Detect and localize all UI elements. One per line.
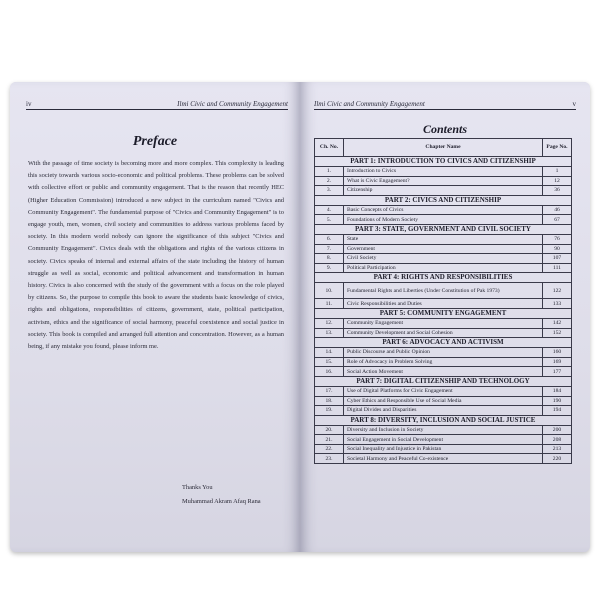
part-heading: PART 6: ADVOCACY AND ACTIVISM	[315, 338, 572, 348]
chapter-row	[315, 263, 572, 273]
chapter-row	[315, 444, 572, 454]
chapter-number: 14.	[315, 348, 344, 358]
chapter-page: 107	[543, 254, 572, 264]
chapter-number: 16.	[315, 367, 344, 377]
left-page	[10, 82, 300, 552]
col-chapter-number: Ch. No.	[315, 139, 344, 157]
part-heading-row	[315, 195, 572, 205]
chapter-name: Community Engagement	[344, 318, 543, 328]
col-page-number: Page No.	[543, 139, 572, 157]
chapter-number: 11.	[315, 299, 344, 309]
chapter-name: Cyber Ethics and Responsible Use of Social Media	[344, 396, 543, 406]
chapter-page: 152	[543, 328, 572, 338]
chapter-page: 190	[543, 396, 572, 406]
left-page-header	[26, 100, 288, 110]
right-header-title: Ilmi Civic and Community Engagement	[314, 100, 425, 108]
part-heading-row	[315, 157, 572, 167]
left-header-title: Ilmi Civic and Community Engagement	[177, 100, 288, 108]
chapter-name: Social Action Movement	[344, 367, 543, 377]
chapter-name: Basic Concepts of Civics	[344, 205, 543, 215]
part-heading: PART 4: RIGHTS AND RESPONSIBILITIES	[315, 273, 572, 283]
chapter-name: Community Development and Social Cohesion	[344, 328, 543, 338]
chapter-page: 142	[543, 318, 572, 328]
part-heading: PART 3: STATE, GOVERNMENT AND CIVIL SOCIETY	[315, 224, 572, 234]
chapter-row	[315, 299, 572, 309]
chapter-page: 12	[543, 176, 572, 186]
chapter-row	[315, 348, 572, 358]
chapter-page: 1	[543, 167, 572, 177]
chapter-page: 220	[543, 454, 572, 464]
chapter-row	[315, 367, 572, 377]
chapter-page: 122	[543, 283, 572, 299]
chapter-name: Use of Digital Platforms for Civic Engagement	[344, 386, 543, 396]
chapter-row	[315, 283, 572, 299]
chapter-name: Diversity and Inclusion in Society	[344, 425, 543, 435]
chapter-page: 67	[543, 215, 572, 225]
part-heading-row	[315, 273, 572, 283]
part-heading: PART 7: DIGITAL CITIZENSHIP AND TECHNOLOGY	[315, 376, 572, 386]
chapter-row	[315, 215, 572, 225]
chapter-number: 3.	[315, 186, 344, 196]
chapter-name: Foundations of Modern Society	[344, 215, 543, 225]
chapter-page: 184	[543, 386, 572, 396]
chapter-page: 213	[543, 444, 572, 454]
chapter-name: Introduction to Civics	[344, 167, 543, 177]
chapter-page: 200	[543, 425, 572, 435]
chapter-number: 6.	[315, 234, 344, 244]
chapter-page: 76	[543, 234, 572, 244]
chapter-row	[315, 435, 572, 445]
chapter-name: Fundamental Rights and Liberties (Under Constitution of Pak 1973)	[344, 283, 543, 299]
preface-thanks: Thanks You	[182, 484, 213, 491]
chapter-row	[315, 244, 572, 254]
chapter-row	[315, 406, 572, 416]
chapter-number: 7.	[315, 244, 344, 254]
chapter-row	[315, 357, 572, 367]
chapter-name: Social Inequality and Injustice in Pakistan	[344, 444, 543, 454]
chapter-name: Political Participation	[344, 263, 543, 273]
chapter-number: 4.	[315, 205, 344, 215]
chapter-number: 22.	[315, 444, 344, 454]
chapter-name: Social Engagement in Social Development	[344, 435, 543, 445]
chapter-name: Public Discourse and Public Opinion	[344, 348, 543, 358]
chapter-page: 177	[543, 367, 572, 377]
chapter-page: 169	[543, 357, 572, 367]
part-heading-row	[315, 376, 572, 386]
part-heading: PART 8: DIVERSITY, INCLUSION AND SOCIAL JUSTICE	[315, 415, 572, 425]
chapter-number: 15.	[315, 357, 344, 367]
chapter-number: 8.	[315, 254, 344, 264]
contents-header-row	[315, 139, 572, 157]
chapter-page: 160	[543, 348, 572, 358]
chapter-number: 10.	[315, 283, 344, 299]
chapter-number: 5.	[315, 215, 344, 225]
chapter-number: 2.	[315, 176, 344, 186]
chapter-number: 13.	[315, 328, 344, 338]
chapter-page: 90	[543, 244, 572, 254]
part-heading-row	[315, 415, 572, 425]
chapter-name: Civil Society	[344, 254, 543, 264]
right-page	[300, 82, 590, 552]
chapter-name: Government	[344, 244, 543, 254]
chapter-name: Citizenship	[344, 186, 543, 196]
chapter-number: 1.	[315, 167, 344, 177]
chapter-name: Role of Advocacy in Problem Solving	[344, 357, 543, 367]
chapter-number: 21.	[315, 435, 344, 445]
chapter-page: 111	[543, 263, 572, 273]
chapter-page: 208	[543, 435, 572, 445]
right-page-header	[314, 100, 576, 110]
contents-table	[314, 138, 572, 464]
part-heading: PART 1: INTRODUCTION TO CIVICS AND CITIZENSHIP	[315, 157, 572, 167]
chapter-number: 18.	[315, 396, 344, 406]
chapter-row	[315, 186, 572, 196]
preface-body	[28, 158, 284, 353]
chapter-row	[315, 386, 572, 396]
chapter-row	[315, 254, 572, 264]
contents-body	[315, 157, 572, 464]
col-chapter-name: Chapter Name	[344, 139, 543, 157]
chapter-name: State	[344, 234, 543, 244]
chapter-row	[315, 454, 572, 464]
chapter-page: 46	[543, 205, 572, 215]
part-heading-row	[315, 308, 572, 318]
chapter-page: 36	[543, 186, 572, 196]
part-heading-row	[315, 338, 572, 348]
part-heading: PART 2: CIVICS AND CITIZENSHIP	[315, 195, 572, 205]
left-page-number: iv	[26, 100, 32, 108]
chapter-number: 9.	[315, 263, 344, 273]
chapter-row	[315, 205, 572, 215]
chapter-name: Civic Responsibilities and Duties	[344, 299, 543, 309]
chapter-name: Societal Harmony and Peaceful Co-existence	[344, 454, 543, 464]
chapter-row	[315, 328, 572, 338]
chapter-name: Digital Divides and Disparities	[344, 406, 543, 416]
chapter-row	[315, 167, 572, 177]
chapter-number: 19.	[315, 406, 344, 416]
chapter-row	[315, 176, 572, 186]
preface-text: With the passage of time society is becoming more and more complex. This complexity is leading this society towards various socio-economic and political problems. These problems can be solved with collective effort or public and community engagement. That is the reason that recently HEC (Higher Education Commission) introduced a new subject in the curriculum named "Civics and Community Engagement". The fundamental purpose of "Civics and Community Engagement" is to engage youth, men, women, civil society and communities to address various problems faced by society. In this modern world nobody can ignore the significance of this subject "Civics and Community Engagement". Civics deals with the obligations and rights of the various citizens in society. Civics speaks of internal and external affairs of the state including the history of human struggle as well as social, economic and political advancement and transformation in human history. Civics is also concerned with the study of the government with a focus on the role played by citizens. So, the purpose to compile this book to aware the students basic knowledge of civics, rights and obligations, responsibilities of citizens, government, state, political participation, activism, ethics and the significance of social harmony, peaceful coexistence and social justice in society. This book is compiled and arranged full attention and concentration. However, as a human being, if any mistake you found, please inform me.	[28, 160, 284, 351]
chapter-row	[315, 234, 572, 244]
chapter-number: 12.	[315, 318, 344, 328]
chapter-row	[315, 396, 572, 406]
chapter-page: 133	[543, 299, 572, 309]
chapter-number: 20.	[315, 425, 344, 435]
chapter-number: 23.	[315, 454, 344, 464]
chapter-page: 194	[543, 406, 572, 416]
chapter-row	[315, 318, 572, 328]
preface-author: Muhammad Akram Afaq Rana	[182, 498, 261, 505]
right-page-number: v	[572, 100, 576, 108]
chapter-row	[315, 425, 572, 435]
open-book	[10, 82, 590, 552]
chapter-number: 17.	[315, 386, 344, 396]
chapter-name: What is Civic Engagement?	[344, 176, 543, 186]
contents-title: Contents	[422, 122, 467, 136]
part-heading-row	[315, 224, 572, 234]
part-heading: PART 5: COMMUNITY ENGAGEMENT	[315, 308, 572, 318]
preface-title: Preface	[132, 134, 178, 149]
